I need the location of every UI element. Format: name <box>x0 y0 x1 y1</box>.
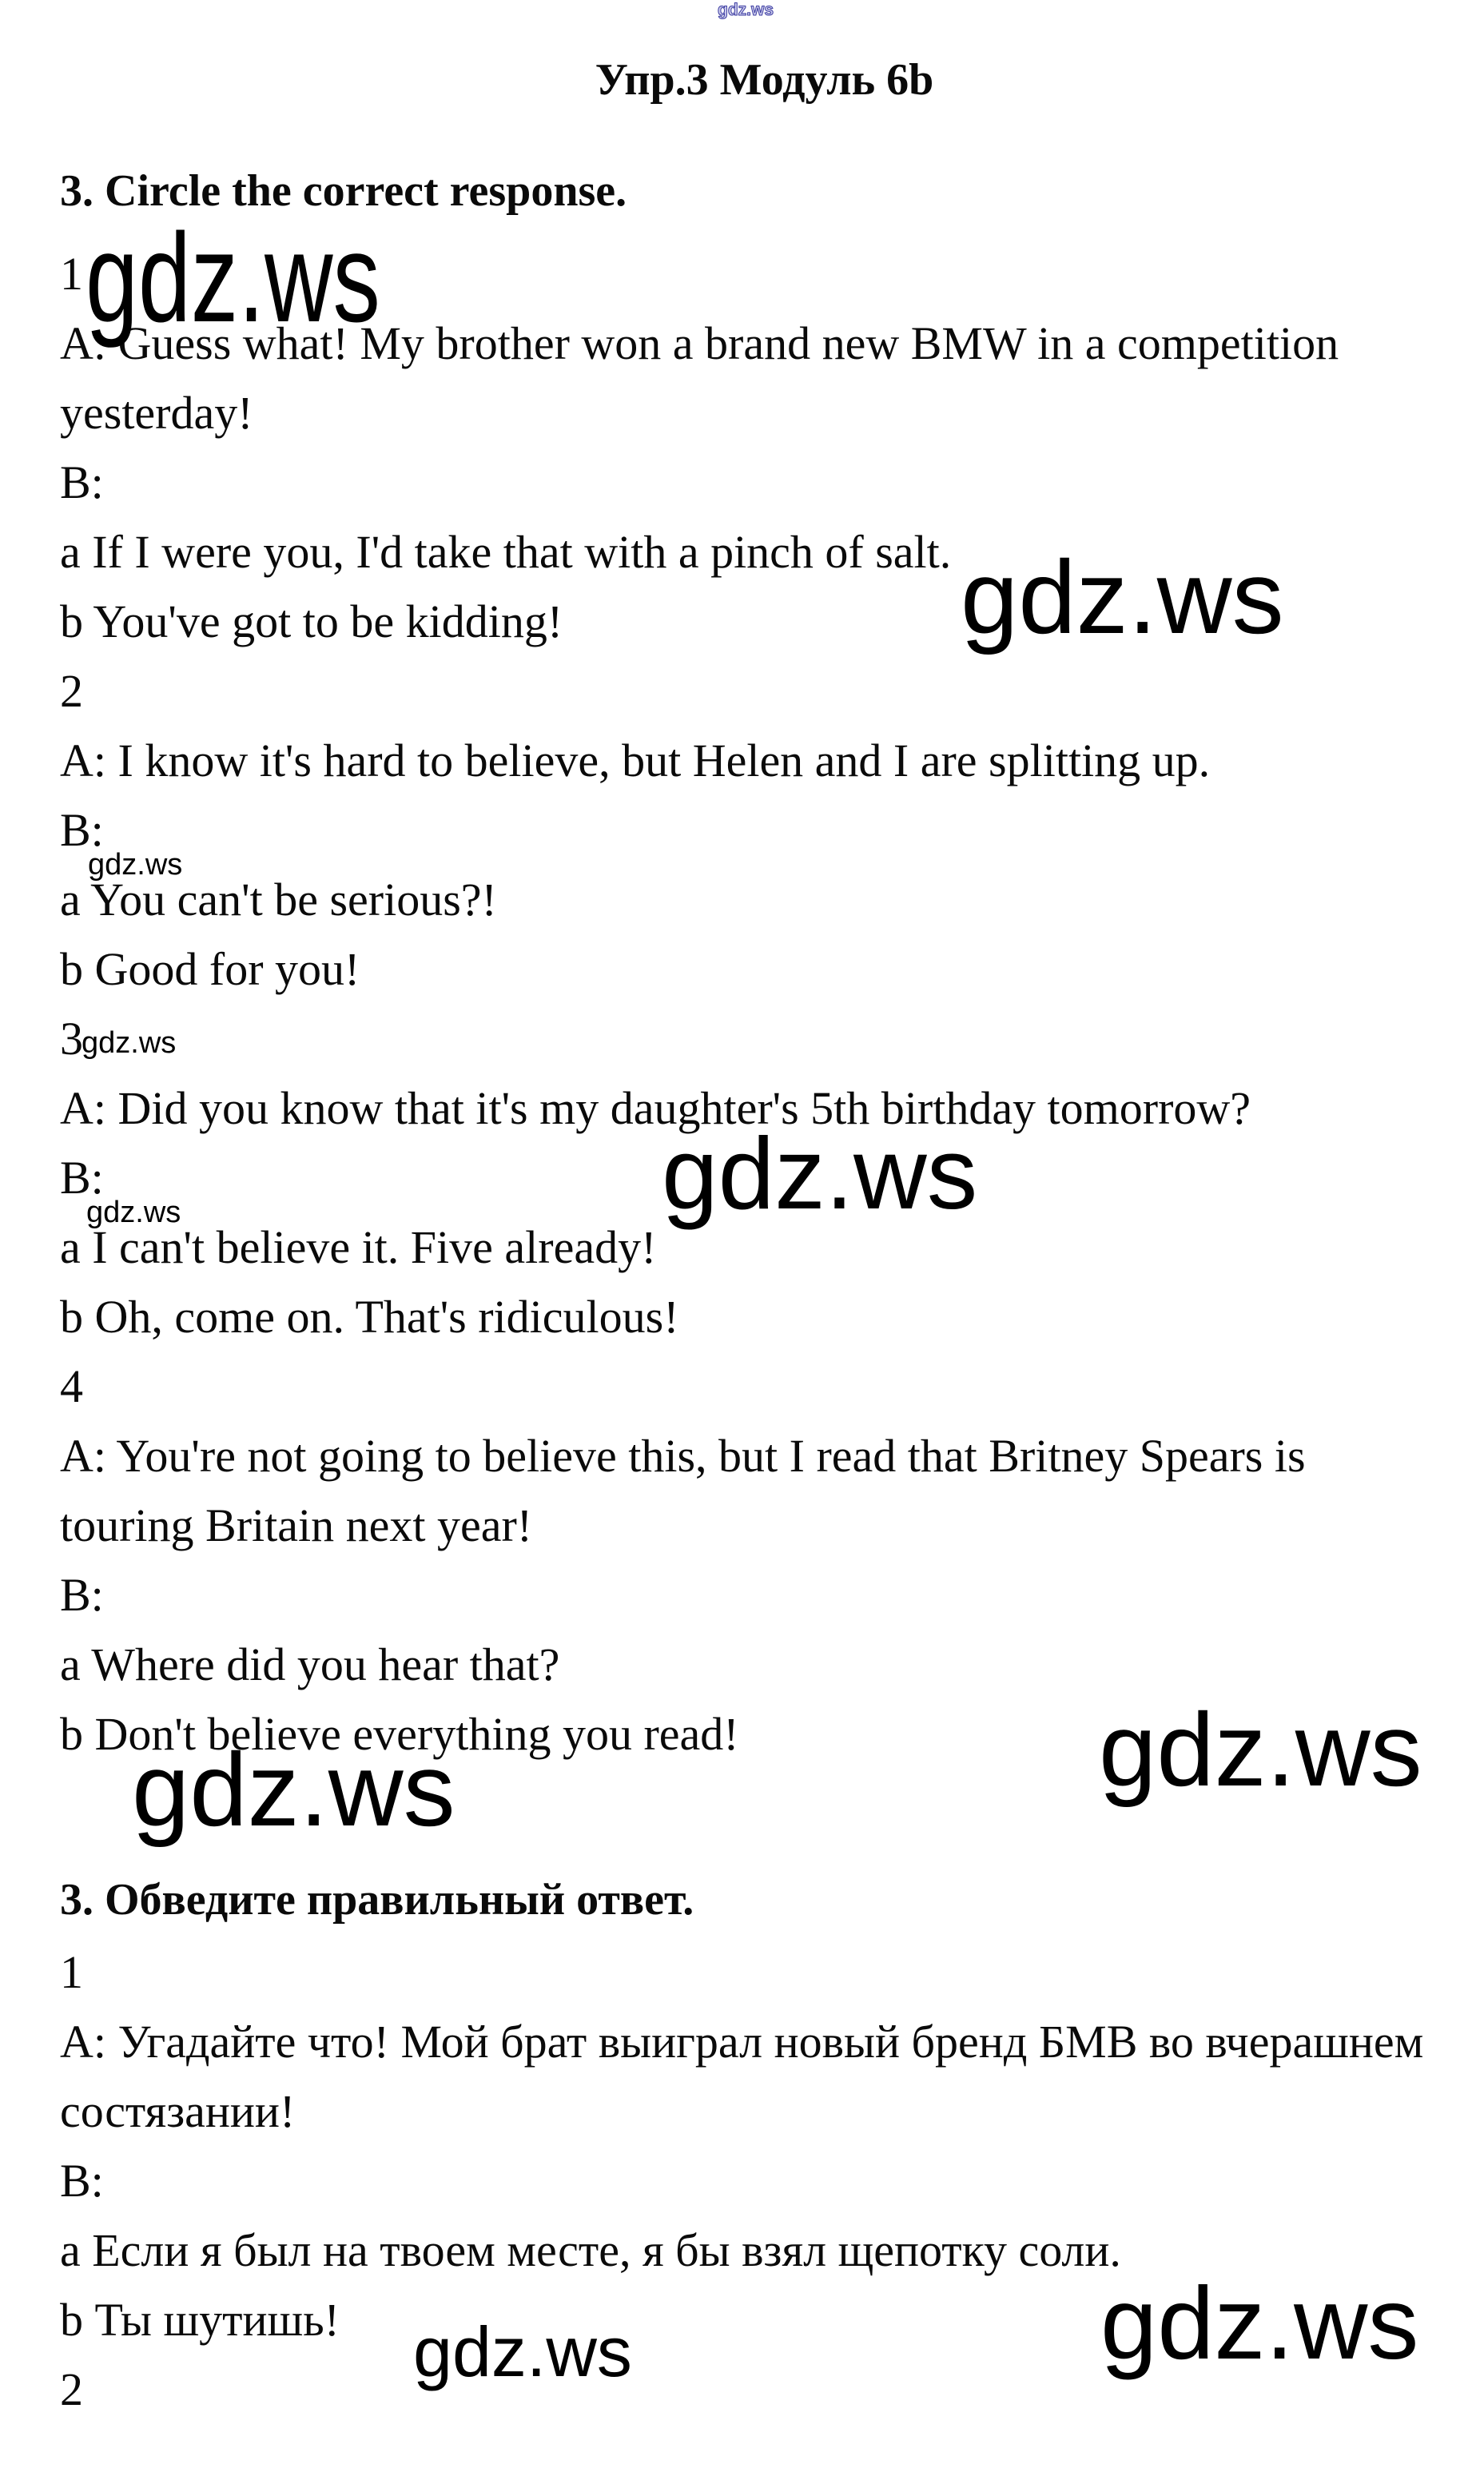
option-b: b Oh, come on. That's ridiculous! <box>60 1291 679 1343</box>
dialogue-a: A: Guess what! My brother won a brand new BMW in a competition <box>60 317 1339 369</box>
dialogue-a: А: Угадайте что! Мой брат выиграл новый бренд БМВ во вчерашнем <box>60 2016 1424 2068</box>
option-a: а Если я был на твоем месте, я бы взял щепотку соли. <box>60 2224 1121 2276</box>
option-b: b You've got to be kidding! <box>60 595 563 647</box>
watermark-gdz-top-blue: gdz.ws <box>718 1 774 19</box>
dialogue-b: B: <box>60 804 104 856</box>
dialogue-b: B: <box>60 456 104 508</box>
section-heading-russian: 3. Обведите правильный ответ. <box>60 1875 694 1925</box>
watermark-gdz-small-2: gdz.ws <box>82 1026 177 1060</box>
item-number: 2 <box>60 2363 83 2415</box>
watermark-gdz-large-1: gdz.ws <box>86 208 380 348</box>
watermark-gdz-large-5: gdz.ws <box>132 1731 456 1848</box>
dialogue-a: A: I know it's hard to believe, but Helen and I are splitting up. <box>60 734 1211 786</box>
watermark-gdz-large-4: gdz.ws <box>1099 1691 1422 1808</box>
item-number: 3 <box>60 1013 83 1065</box>
english-exercise-block <box>60 239 1339 1769</box>
item-number: 4 <box>60 1360 83 1412</box>
option-b: b Don't believe everything you read! <box>60 1708 739 1760</box>
watermark-gdz-large-3: gdz.ws <box>662 1117 978 1230</box>
option-a: a You can't be serious?! <box>60 874 497 926</box>
option-a: a If I were you, I'd take that with a pinch of salt. <box>60 526 952 578</box>
option-a: a I can't believe it. Five already! <box>60 1221 657 1273</box>
dialogue-a-cont: touring Britain next year! <box>60 1499 533 1551</box>
item-number: 2 <box>60 665 83 717</box>
watermark-gdz-small-3: gdz.ws <box>86 1196 181 1229</box>
dialogue-a-cont: состязании! <box>60 2085 296 2137</box>
dialogue-b: В: <box>60 2155 104 2207</box>
item-number: 1 <box>60 1946 83 1998</box>
dialogue-a-cont: yesterday! <box>60 387 253 439</box>
page-title: Упр.3 Модуль 6b <box>595 55 934 105</box>
dialogue-b: B: <box>60 1569 104 1621</box>
dialogue-a: A: You're not going to believe this, but I read that Britney Spears is <box>60 1430 1306 1482</box>
item-number: 1 <box>60 248 83 300</box>
option-b: b Ты шутишь! <box>60 2294 340 2346</box>
watermark-gdz-small-1: gdz.ws <box>88 848 183 882</box>
dialogue-b: B: <box>60 1152 104 1204</box>
option-b: b Good for you! <box>60 943 360 995</box>
option-a: a Where did you hear that? <box>60 1638 560 1690</box>
section-heading-english: 3. Circle the correct response. <box>60 166 627 216</box>
watermark-gdz-large-2: gdz.ws <box>961 539 1284 655</box>
watermark-gdz-medium-7: gdz.ws <box>413 2312 632 2391</box>
dialogue-a: A: Did you know that it's my daughter's 5th birthday tomorrow? <box>60 1082 1251 1134</box>
watermark-gdz-large-6: gdz.ws <box>1100 2267 1419 2381</box>
